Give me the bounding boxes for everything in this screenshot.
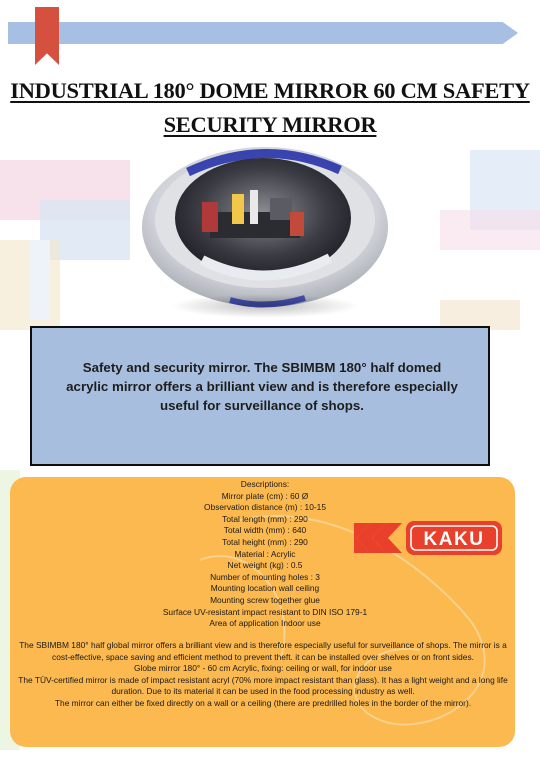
bookmark-icon bbox=[35, 7, 59, 65]
page-title bbox=[0, 74, 540, 142]
spec-item: Observation distance (m) : 10-15 bbox=[204, 502, 326, 513]
title-line-2: SECURITY MIRROR bbox=[163, 112, 377, 137]
intro-text: Safety and security mirror. The SBIMBM 180° half domed acrylic mirror offers a brilliant view and is therefore especially useful for surveillance of shops. bbox=[66, 360, 458, 413]
description-paragraph: Globe mirror 180° - 60 cm Acrylic, fixing: ceiling or wall, for indoor use bbox=[134, 663, 392, 674]
spec-item: Net weight (kg) : 0.5 bbox=[227, 560, 303, 571]
product-description bbox=[18, 640, 508, 710]
bg-block bbox=[440, 210, 540, 250]
spec-item: Mirror plate (cm) : 60 Ø bbox=[221, 490, 309, 501]
spec-item: Total width (mm) : 640 bbox=[223, 525, 307, 536]
spec-heading: Descriptions: bbox=[240, 479, 290, 489]
kaku-logo bbox=[352, 517, 504, 559]
spec-item: Total height (mm) : 290 bbox=[222, 536, 308, 547]
description-paragraph: The SBIMBM 180° half global mirror offers a brilliant view and is therefore especially useful for surveillance of shops. The mirror is a cost-effective, space saving and efficient method to prevent theft. it can be installed over shelves or on front sides. bbox=[19, 640, 507, 662]
spec-item: Surface UV-resistant impact resistant to DIN ISO 179-1 bbox=[162, 606, 368, 617]
description-paragraph: The TÜV-certified mirror is made of impact resistant acryl (70% more impact resistant than glass). It has a light weight and a long life duration. Due to its material it can be used in the food processing industry as well. bbox=[18, 674, 508, 697]
dome-mirror-image bbox=[140, 142, 390, 322]
title-line-1: INDUSTRIAL 180° DOME MIRROR 60 CM SAFETY bbox=[10, 78, 530, 103]
mirror-shadow bbox=[170, 294, 360, 318]
bg-block bbox=[30, 240, 50, 320]
spec-item: Number of mounting holes : 3 bbox=[210, 571, 320, 582]
logo-text: KAKU bbox=[423, 529, 485, 550]
intro-box bbox=[30, 326, 490, 466]
header-ribbon bbox=[8, 22, 518, 44]
description-paragraph: The mirror can either be fixed directly on a wall or a ceiling (there are predrilled holes in the border of the mirror). bbox=[54, 697, 472, 708]
spec-item: Area of application Indoor use bbox=[209, 618, 321, 629]
spec-item: Mounting location wall ceiling bbox=[210, 583, 320, 594]
spec-item: Material : Acrylic bbox=[234, 548, 296, 559]
spec-list bbox=[150, 479, 380, 630]
spec-item: Total length (mm) : 290 bbox=[222, 513, 308, 524]
spec-item: Mounting screw together glue bbox=[210, 594, 320, 605]
